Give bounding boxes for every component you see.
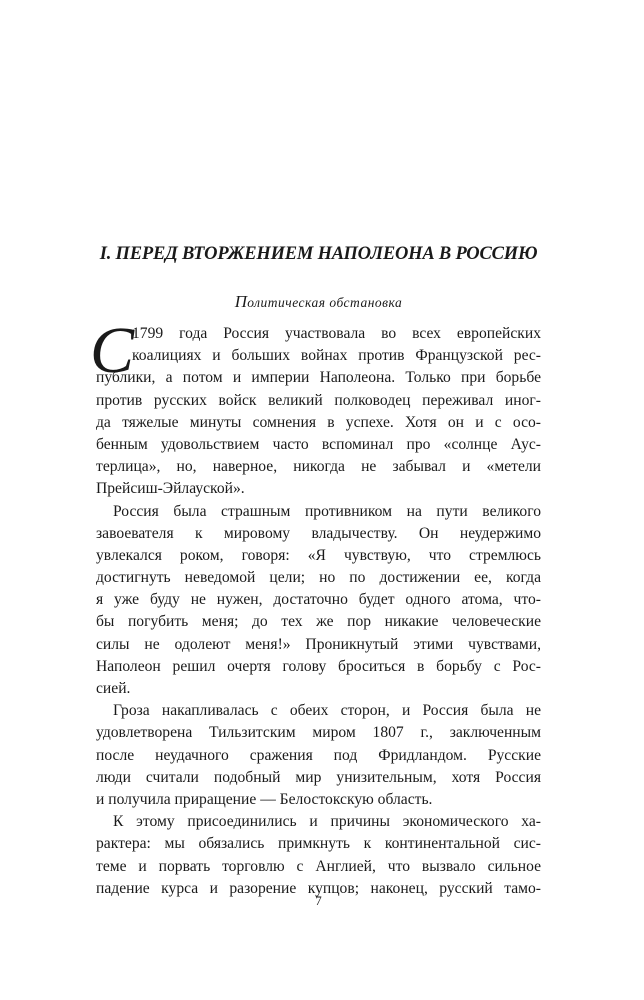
text-line: сией. — [96, 680, 131, 697]
text-line: люди считали подобный мир унизительным, хотя Россия — [96, 768, 541, 786]
text-line: Россия была страшным противником на пути великого — [113, 502, 541, 520]
text-line: Прейсиш-Эйлауской». — [96, 480, 245, 498]
text-line: К этому присоединились и причины экономического ха- — [113, 813, 541, 831]
section-title-initial: П — [234, 292, 248, 311]
text-line: публики, а потом и империи Наполеона. Только при борьбе — [96, 369, 541, 387]
text-line: рактера: мы обязались примкнуть к континентальной сис- — [96, 835, 541, 853]
text-line: силы не одолеют меня!» Проникнутый этими чувствами, — [96, 635, 541, 653]
text-line: после неудачного сражения под Фридландом. Русские — [96, 746, 541, 764]
text-line: и получила приращение — Белостокскую область. — [96, 790, 433, 808]
page-number: 7 — [315, 893, 322, 908]
text-line: теме и порвать торговлю с Англией, что вызвало сильное — [96, 857, 541, 875]
text-line: достигнуть неведомой цели; но по достижении ее, когда — [96, 569, 541, 587]
book-page — [90, 0, 541, 1000]
section-title-rest: олитическая обстановка — [247, 295, 403, 310]
text-line: бы погубить меня; до тех же пор никакие человеческие — [96, 613, 541, 631]
text-line: да тяжелые минуты сомнения в успехе. Хотя он и с осо- — [96, 413, 541, 431]
text-line: завоевателя к мировому владычеству. Он неудержимо — [96, 524, 541, 542]
text-line: коалициях и больших войнах против Французской рес- — [132, 347, 541, 365]
text-line: Наполеон решил очертя голову броситься в борьбу с Рос- — [96, 657, 541, 675]
text-line: я уже буду не нужен, достаточно будет одного атома, что- — [96, 591, 541, 609]
text-line: Гроза накапливалась с обеих сторон, и Россия была не — [113, 702, 541, 720]
text-line: удовлетворена Тильзитским миром 1807 г., заключенным — [96, 724, 541, 742]
text-line: против русских войск великий полководец переживал иног- — [96, 391, 541, 409]
section-title — [96, 292, 541, 312]
text-line: бенным удовольствием часто вспоминал про «солнце Аус- — [96, 435, 541, 453]
text-line: 1799 года Россия участвовала во всех европейских — [132, 325, 541, 342]
chapter-title: I. ПЕРЕД ВТОРЖЕНИЕМ НАПОЛЕОНА В РОССИЮ — [99, 244, 538, 264]
text-line: терлица», но, наверное, никогда не забывал и «метели — [96, 458, 541, 476]
text-line: увлекался роком, говоря: «Я чувствую, что стремлюсь — [96, 546, 541, 564]
body-text — [96, 323, 541, 900]
drop-cap: С — [90, 314, 135, 387]
text-line: падение курса и разорение купцов; наконец, русский тамо- — [96, 879, 541, 897]
